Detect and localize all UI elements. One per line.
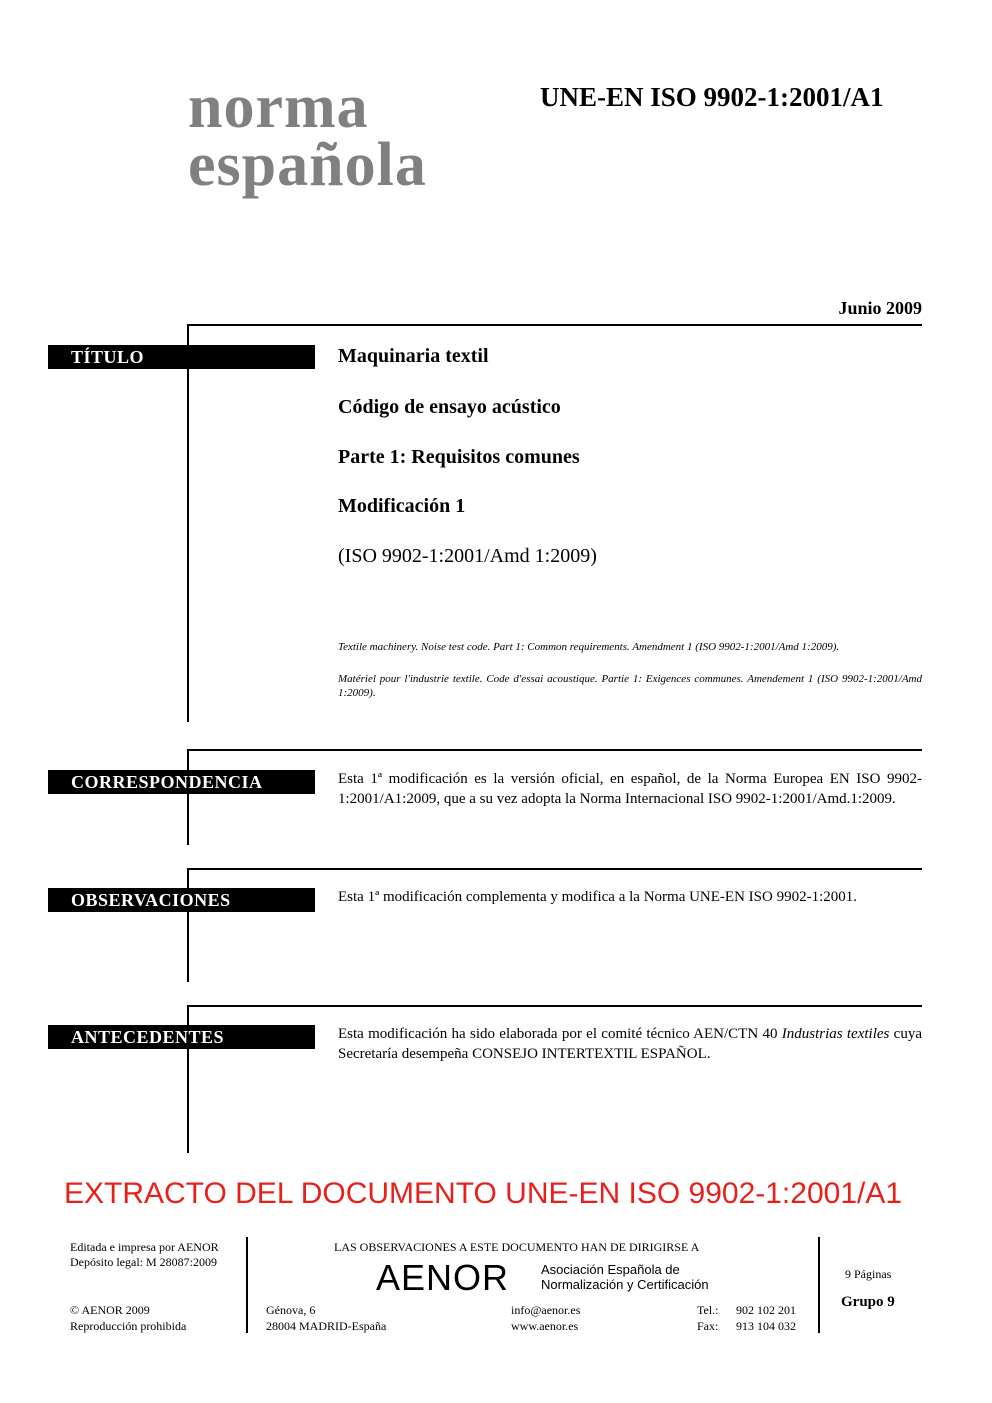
aenor-full-line-2: Normalización y Certificación — [541, 1277, 709, 1292]
section-vline-observaciones — [187, 868, 189, 982]
footer-email[interactable]: info@aenor.es — [511, 1303, 581, 1317]
section-label-antecedentes: ANTECEDENTES — [48, 1025, 315, 1049]
publication-date: Junio 2009 — [838, 298, 922, 318]
aenor-full-name — [541, 1262, 709, 1292]
antecedentes-text-italic: Industrias textiles — [781, 1026, 890, 1042]
title-line-3: Parte 1: Requisitos comunes — [338, 446, 580, 468]
footer-address-line-2: 28004 MADRID-España — [266, 1319, 387, 1333]
title-line-4: Modificación 1 — [338, 495, 466, 517]
section-divider-antecedentes — [188, 1005, 922, 1007]
footer-reproduction: Reproducción prohibida — [70, 1319, 187, 1333]
section-label-observaciones: OBSERVACIONES — [48, 888, 315, 912]
section-divider-observaciones — [188, 868, 922, 870]
footer-vline-left — [246, 1237, 248, 1333]
section-divider-correspondencia — [188, 749, 922, 751]
footer-tel: 902 102 201 — [736, 1303, 796, 1317]
brand-line-2: española — [188, 131, 427, 199]
footer-edited: Editada e impresa por AENOR — [70, 1240, 219, 1254]
section-label-titulo: TÍTULO — [48, 345, 315, 369]
antecedentes-text — [338, 1024, 922, 1064]
antecedentes-text-part2: cuya Secretaría desempeña CONSEJO INTERTEXTIL ESPAÑOL. — [338, 1026, 922, 1062]
aenor-logo: AENOR — [376, 1257, 510, 1298]
title-english: Textile machinery. Noise test code. Part 1: Common requirements. Amendment 1 (ISO 9902-1:2001/Amd 1:2009). — [338, 641, 840, 653]
footer-pages: 9 Páginas — [845, 1267, 892, 1281]
extract-notice: EXTRACTO DEL DOCUMENTO UNE-EN ISO 9902-1:2001/A1 — [64, 1177, 903, 1210]
footer-observations-heading: LAS OBSERVACIONES A ESTE DOCUMENTO HAN DE DIRIGIRSE A — [334, 1240, 700, 1254]
footer-vline-right — [818, 1237, 820, 1333]
title-line-1: Maquinaria textil — [338, 345, 489, 367]
footer-address-line-1: Génova, 6 — [266, 1303, 316, 1317]
title-french: Matériel pour l'industrie textile. Code d'essai acoustique. Partie 1: Exigences communes. Amendement 1 (ISO 9902-1:2001/Amd 1:2009). — [338, 673, 922, 699]
antecedentes-text-part1: Esta modificación ha sido elaborada por el comité técnico AEN/CTN 40 — [338, 1026, 782, 1042]
footer-web[interactable]: www.aenor.es — [511, 1319, 579, 1333]
section-label-correspondencia: CORRESPONDENCIA — [48, 770, 315, 794]
observaciones-text: Esta 1ª modificación complementa y modifica a la Norma UNE-EN ISO 9902-1:2001. — [338, 889, 858, 905]
footer-copyright: © AENOR 2009 — [70, 1303, 150, 1317]
section-vline-titulo — [187, 324, 189, 722]
standard-code: UNE-EN ISO 9902-1:2001/A1 — [540, 82, 884, 112]
footer-deposit: Depósito legal: M 28087:2009 — [70, 1255, 217, 1269]
footer-fax-label: Fax: — [697, 1319, 719, 1333]
section-vline-correspondencia — [187, 749, 189, 845]
section-divider-titulo — [188, 324, 922, 326]
aenor-full-line-1: Asociación Española de — [541, 1262, 680, 1277]
footer-tel-label: Tel.: — [697, 1303, 719, 1317]
correspondencia-text: Esta 1ª modificación es la versión oficial, en español, de la Norma Europea EN ISO 9902-1:2001/A1:2009, que a su vez adopta la Norma Internacional ISO 9902-1:2001/Amd.1:2009. — [338, 771, 922, 807]
title-line-5: (ISO 9902-1:2001/Amd 1:2009) — [338, 545, 597, 567]
brand-line-1: norma — [188, 73, 369, 141]
footer-fax: 913 104 032 — [736, 1319, 796, 1333]
brand-norma-espanola — [188, 73, 427, 199]
footer-group: Grupo 9 — [841, 1294, 895, 1310]
title-line-2: Código de ensayo acústico — [338, 396, 561, 418]
